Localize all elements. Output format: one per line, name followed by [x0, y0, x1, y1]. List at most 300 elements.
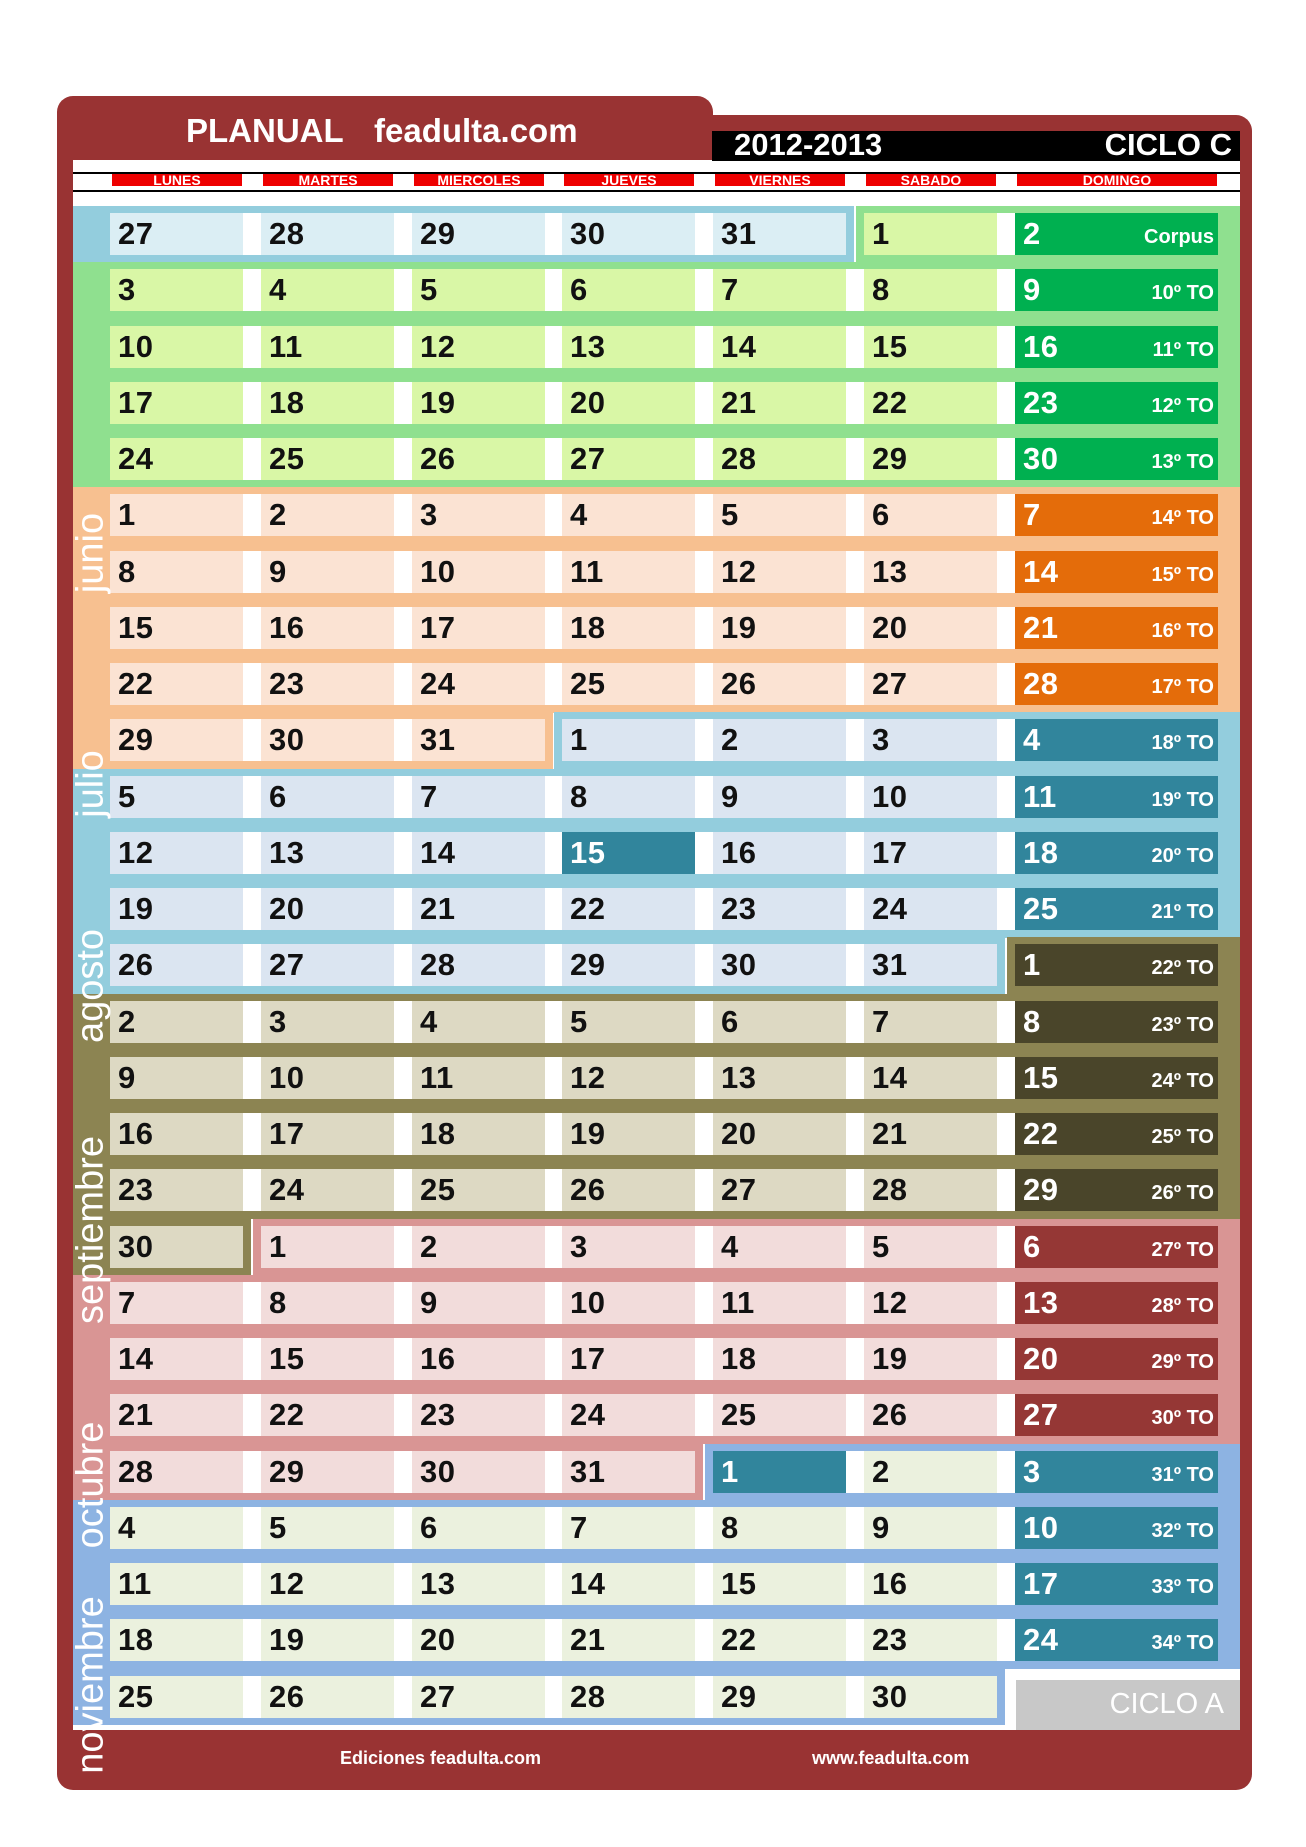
day-number: 12 — [570, 1059, 606, 1095]
day-number: 18 — [269, 384, 305, 420]
day-number: 4 — [1023, 722, 1041, 758]
day-number: 7 — [1023, 497, 1041, 533]
column-gap — [846, 1507, 864, 1549]
day-cell — [261, 1338, 394, 1380]
day-number: 16 — [118, 1116, 154, 1151]
column-gap — [394, 663, 412, 705]
liturgical-label: 18º TO — [1151, 732, 1214, 755]
day-number: 19 — [872, 1341, 908, 1376]
day-cell — [261, 1563, 394, 1605]
day-cell — [412, 1451, 545, 1493]
column-gap — [394, 269, 412, 311]
column-gap — [997, 1338, 1015, 1380]
day-cell — [562, 1394, 695, 1436]
day-number: 24 — [570, 1397, 606, 1433]
liturgical-label: 17º TO — [1151, 675, 1214, 698]
column-gap — [846, 438, 864, 480]
liturgical-label: 20º TO — [1151, 844, 1214, 867]
day-cell — [562, 213, 695, 255]
column-gap — [243, 944, 261, 986]
day-cell — [864, 1563, 997, 1605]
day-number: 12 — [118, 834, 154, 870]
day-number: 29 — [1023, 1172, 1059, 1208]
day-number: 21 — [721, 384, 757, 420]
column-gap — [545, 494, 562, 536]
day-number: 2 — [1023, 216, 1041, 251]
liturgical-label: 33º TO — [1151, 1575, 1214, 1598]
day-number: 7 — [118, 1284, 136, 1320]
day-cell — [261, 776, 394, 818]
column-gap — [545, 326, 562, 368]
liturgical-label: 29º TO — [1151, 1350, 1214, 1373]
day-number: 4 — [721, 1228, 739, 1264]
day-cell — [713, 663, 846, 705]
day-number: 31 — [420, 722, 456, 758]
column-gap — [846, 326, 864, 368]
column-gap — [394, 888, 412, 930]
day-number: 12 — [872, 1284, 908, 1320]
day-cell — [562, 494, 695, 536]
day-number: 1 — [1023, 947, 1041, 983]
day-number: 15 — [269, 1341, 305, 1376]
day-cell — [864, 551, 997, 593]
day-number: 11 — [420, 1059, 454, 1095]
day-number: 25 — [118, 1678, 154, 1714]
column-gap — [846, 1338, 864, 1380]
header-site: feadulta.com — [374, 112, 578, 149]
day-cell — [562, 888, 695, 930]
day-number: 30 — [872, 1678, 908, 1714]
day-cell — [713, 1057, 846, 1099]
sunday-cell — [1015, 776, 1218, 818]
column-gap — [997, 832, 1015, 874]
column-gap — [545, 1619, 562, 1661]
day-number: 20 — [1023, 1341, 1059, 1376]
column-gap — [695, 719, 713, 761]
column-gap — [846, 494, 864, 536]
day-cell — [864, 1451, 997, 1493]
sunday-cell — [1015, 888, 1218, 930]
day-cell — [713, 326, 846, 368]
column-gap — [243, 1451, 261, 1493]
day-cell — [864, 944, 997, 986]
day-number: 1 — [872, 216, 890, 251]
day-cell — [110, 1226, 243, 1268]
column-gap — [545, 1169, 562, 1211]
day-number: 23 — [420, 1397, 456, 1433]
sunday-cell — [1015, 326, 1218, 368]
sunday-cell — [1015, 832, 1218, 874]
day-cell — [110, 663, 243, 705]
day-cell — [713, 1676, 846, 1718]
column-gap — [394, 551, 412, 593]
day-number: 16 — [1023, 328, 1059, 364]
day-cell — [412, 944, 545, 986]
day-cell — [713, 438, 846, 480]
day-number: 11 — [570, 553, 604, 589]
day-cell — [412, 1619, 545, 1661]
day-cell — [261, 719, 394, 761]
day-number: 6 — [721, 1003, 739, 1039]
day-number: 10 — [269, 1059, 305, 1095]
column-gap — [695, 1001, 713, 1043]
day-number: 27 — [1023, 1397, 1059, 1433]
day-number: 2 — [118, 1003, 136, 1039]
day-name-jueves: JUEVES — [564, 174, 694, 186]
day-cell — [412, 776, 545, 818]
day-cell — [864, 663, 997, 705]
day-number: 17 — [118, 384, 154, 420]
day-cell — [261, 269, 394, 311]
day-cell — [110, 1001, 243, 1043]
column-gap — [394, 1169, 412, 1211]
day-cell — [261, 213, 394, 255]
column-gap — [394, 944, 412, 986]
day-cell — [713, 382, 846, 424]
sunday-cell — [1015, 663, 1218, 705]
day-number: 9 — [721, 778, 739, 814]
column-gap — [394, 213, 412, 255]
column-gap — [545, 1676, 562, 1718]
day-cell — [261, 944, 394, 986]
day-number: 22 — [118, 666, 154, 701]
column-gap — [846, 1282, 864, 1324]
column-gap — [846, 944, 864, 986]
column-gap — [545, 438, 562, 480]
day-number: 25 — [269, 441, 305, 476]
day-number: 22 — [1023, 1116, 1059, 1151]
day-cell — [110, 551, 243, 593]
day-cell — [713, 1394, 846, 1436]
day-number: 29 — [118, 722, 154, 758]
day-cell — [412, 382, 545, 424]
liturgical-label: 19º TO — [1151, 788, 1214, 811]
day-number: 5 — [872, 1228, 890, 1264]
header-cycle: CICLO C — [1104, 127, 1232, 162]
sunday-cell — [1015, 1563, 1218, 1605]
day-number: 23 — [118, 1172, 154, 1208]
day-cell — [562, 1338, 695, 1380]
column-gap — [695, 1394, 713, 1436]
column-gap — [243, 1169, 261, 1211]
month-label-junio: junio — [69, 512, 112, 593]
day-cell — [864, 607, 997, 649]
day-cell — [713, 1226, 846, 1268]
day-name-martes: MARTES — [263, 174, 393, 186]
column-gap — [997, 1226, 1015, 1268]
day-cell — [261, 1507, 394, 1549]
column-gap — [243, 663, 261, 705]
column-gap — [243, 213, 261, 255]
day-cell — [261, 326, 394, 368]
day-cell — [261, 438, 394, 480]
column-gap — [243, 269, 261, 311]
column-gap — [243, 1507, 261, 1549]
column-gap — [695, 326, 713, 368]
column-gap — [695, 494, 713, 536]
day-number: 30 — [721, 947, 757, 983]
column-gap — [846, 776, 864, 818]
day-cell — [562, 1001, 695, 1043]
day-number: 12 — [420, 328, 456, 364]
day-number: 2 — [872, 1453, 890, 1489]
column-gap — [997, 888, 1015, 930]
day-number: 8 — [872, 272, 890, 308]
day-number: 8 — [570, 778, 588, 814]
day-number: 17 — [872, 834, 908, 870]
column-gap — [997, 438, 1015, 480]
day-number: 29 — [721, 1678, 757, 1714]
day-cell — [713, 888, 846, 930]
day-number: 29 — [269, 1453, 305, 1489]
column-gap — [846, 832, 864, 874]
month-label-septiembre: septiembre — [69, 1135, 112, 1324]
day-cell — [110, 1169, 243, 1211]
sunday-cell — [1015, 1451, 1218, 1493]
day-number: 28 — [118, 1453, 154, 1489]
column-gap — [846, 719, 864, 761]
day-cell — [713, 1338, 846, 1380]
day-number: 8 — [269, 1284, 287, 1320]
day-number: 5 — [269, 1509, 287, 1545]
column-gap — [394, 719, 412, 761]
liturgical-label: 15º TO — [1151, 563, 1214, 586]
sunday-cell — [1015, 1507, 1218, 1549]
day-cell — [713, 494, 846, 536]
day-number: 26 — [420, 441, 456, 476]
column-gap — [846, 1113, 864, 1155]
column-gap — [997, 494, 1015, 536]
day-cell — [864, 1226, 997, 1268]
sunday-cell — [1015, 1057, 1218, 1099]
day-cell — [261, 832, 394, 874]
day-number: 4 — [420, 1003, 438, 1039]
day-cell — [562, 607, 695, 649]
liturgical-label: 24º TO — [1151, 1069, 1214, 1092]
day-number: 2 — [269, 497, 287, 533]
column-gap — [545, 1226, 562, 1268]
column-gap — [997, 213, 1015, 255]
sunday-cell — [1015, 1619, 1218, 1661]
day-cell — [562, 1226, 695, 1268]
day-name-viernes: VIERNES — [715, 174, 845, 186]
column-gap — [243, 719, 261, 761]
day-cell — [412, 1507, 545, 1549]
column-gap — [243, 888, 261, 930]
day-cell — [412, 1676, 545, 1718]
day-cell — [562, 1451, 695, 1493]
day-number: 24 — [872, 891, 908, 926]
day-number: 18 — [721, 1341, 757, 1376]
column-gap — [545, 776, 562, 818]
day-number: 25 — [721, 1397, 757, 1433]
day-number: 24 — [118, 441, 154, 476]
column-gap — [545, 1282, 562, 1324]
day-cell — [261, 607, 394, 649]
liturgical-label: 34º TO — [1151, 1632, 1214, 1655]
day-cell — [110, 494, 243, 536]
day-number: 16 — [269, 609, 305, 645]
day-number: 31 — [872, 947, 908, 983]
column-gap — [394, 1001, 412, 1043]
month-label-octubre: octubre — [69, 1421, 112, 1549]
day-number: 16 — [872, 1566, 908, 1601]
day-number: 14 — [420, 834, 456, 870]
day-number: 2 — [420, 1228, 438, 1264]
day-cell — [261, 1001, 394, 1043]
day-number: 5 — [721, 497, 739, 533]
sunday-cell — [1015, 607, 1218, 649]
day-cell — [412, 1057, 545, 1099]
day-number: 29 — [570, 947, 606, 983]
day-cell — [562, 719, 695, 761]
column-gap — [997, 1057, 1015, 1099]
year-cycle-bar — [712, 127, 1240, 162]
column-gap — [997, 269, 1015, 311]
sunday-cell — [1015, 1169, 1218, 1211]
day-number: 19 — [420, 384, 456, 420]
column-gap — [695, 269, 713, 311]
day-number: 13 — [1023, 1284, 1059, 1320]
day-cell — [562, 1507, 695, 1549]
day-number: 13 — [269, 834, 305, 870]
day-cell — [864, 1169, 997, 1211]
day-cell — [713, 776, 846, 818]
day-number: 4 — [118, 1509, 136, 1545]
day-cell — [110, 1057, 243, 1099]
column-gap — [695, 1113, 713, 1155]
day-number: 18 — [1023, 834, 1059, 870]
day-cell — [412, 607, 545, 649]
column-gap — [243, 1563, 261, 1605]
column-gap — [997, 1282, 1015, 1324]
day-number: 25 — [570, 666, 606, 701]
day-number: 7 — [721, 272, 739, 308]
month-label-noviembre: noviembre — [69, 1596, 112, 1774]
day-number: 26 — [269, 1678, 305, 1714]
column-gap — [695, 1563, 713, 1605]
day-number: 19 — [570, 1116, 606, 1151]
day-number: 26 — [118, 947, 154, 983]
day-number: 16 — [721, 834, 757, 870]
day-number: 17 — [570, 1341, 606, 1376]
day-number: 27 — [570, 441, 606, 476]
sunday-cell — [1015, 551, 1218, 593]
day-number: 5 — [118, 778, 136, 814]
column-gap — [545, 1451, 562, 1493]
column-gap — [243, 1057, 261, 1099]
day-cell — [864, 213, 997, 255]
column-gap — [545, 269, 562, 311]
day-cell — [713, 719, 846, 761]
liturgical-label: 26º TO — [1151, 1182, 1214, 1205]
liturgical-label: 31º TO — [1151, 1463, 1214, 1486]
sunday-cell — [1015, 1338, 1218, 1380]
month-label-julio: julio — [69, 749, 112, 818]
day-number: 14 — [118, 1341, 154, 1376]
column-gap — [846, 607, 864, 649]
day-number: 26 — [721, 666, 757, 701]
column-gap — [394, 1226, 412, 1268]
day-number: 23 — [721, 891, 757, 926]
day-number: 13 — [721, 1059, 757, 1095]
day-cell — [110, 776, 243, 818]
column-gap — [695, 1338, 713, 1380]
day-cell — [261, 1282, 394, 1324]
day-number: 7 — [872, 1003, 890, 1039]
next-cycle-box — [1016, 1680, 1240, 1730]
column-gap — [846, 382, 864, 424]
day-cell — [864, 1507, 997, 1549]
liturgical-label: 12º TO — [1151, 394, 1214, 417]
day-cell — [261, 494, 394, 536]
column-gap — [695, 1619, 713, 1661]
column-gap — [243, 1676, 261, 1718]
sunday-cell — [1015, 1226, 1218, 1268]
column-gap — [695, 1169, 713, 1211]
day-number: 1 — [721, 1453, 739, 1489]
day-number: 14 — [1023, 553, 1059, 589]
column-gap — [243, 326, 261, 368]
day-cell — [713, 1563, 846, 1605]
day-cell — [412, 438, 545, 480]
day-number: 1 — [570, 722, 588, 758]
day-number: 9 — [1023, 272, 1041, 308]
day-cell — [864, 1282, 997, 1324]
day-number: 17 — [1023, 1566, 1059, 1601]
day-cell — [412, 269, 545, 311]
day-name-lunes: LUNES — [112, 174, 242, 186]
day-number: 17 — [420, 609, 456, 645]
day-cell — [412, 1169, 545, 1211]
column-gap — [394, 382, 412, 424]
day-number: 31 — [570, 1453, 606, 1489]
column-gap — [545, 1001, 562, 1043]
day-number: 31 — [721, 216, 757, 251]
column-gap — [695, 888, 713, 930]
day-number: 27 — [420, 1678, 456, 1714]
day-number: 28 — [721, 441, 757, 476]
liturgical-label: 27º TO — [1151, 1238, 1214, 1261]
column-gap — [997, 1619, 1015, 1661]
liturgical-label: 16º TO — [1151, 619, 1214, 642]
day-cell — [562, 551, 695, 593]
day-cell — [864, 1057, 997, 1099]
day-cell — [864, 1619, 997, 1661]
day-number: 27 — [721, 1172, 757, 1208]
column-gap — [545, 1338, 562, 1380]
day-cell — [713, 1169, 846, 1211]
column-gap — [846, 269, 864, 311]
day-number: 20 — [872, 609, 908, 645]
header-title: PLANUAL — [186, 112, 344, 149]
day-number: 25 — [1023, 891, 1059, 926]
day-number: 20 — [721, 1116, 757, 1151]
column-gap — [394, 776, 412, 818]
day-cell — [261, 1394, 394, 1436]
column-gap — [243, 382, 261, 424]
day-cell — [412, 888, 545, 930]
column-gap — [243, 494, 261, 536]
day-cell — [864, 1394, 997, 1436]
sunday-cell — [1015, 944, 1218, 986]
header-years: 2012-2013 — [734, 127, 883, 162]
day-number: 21 — [872, 1116, 908, 1151]
day-number: 30 — [420, 1453, 456, 1489]
day-cell — [864, 1676, 997, 1718]
day-cell — [261, 382, 394, 424]
day-cell — [110, 1394, 243, 1436]
